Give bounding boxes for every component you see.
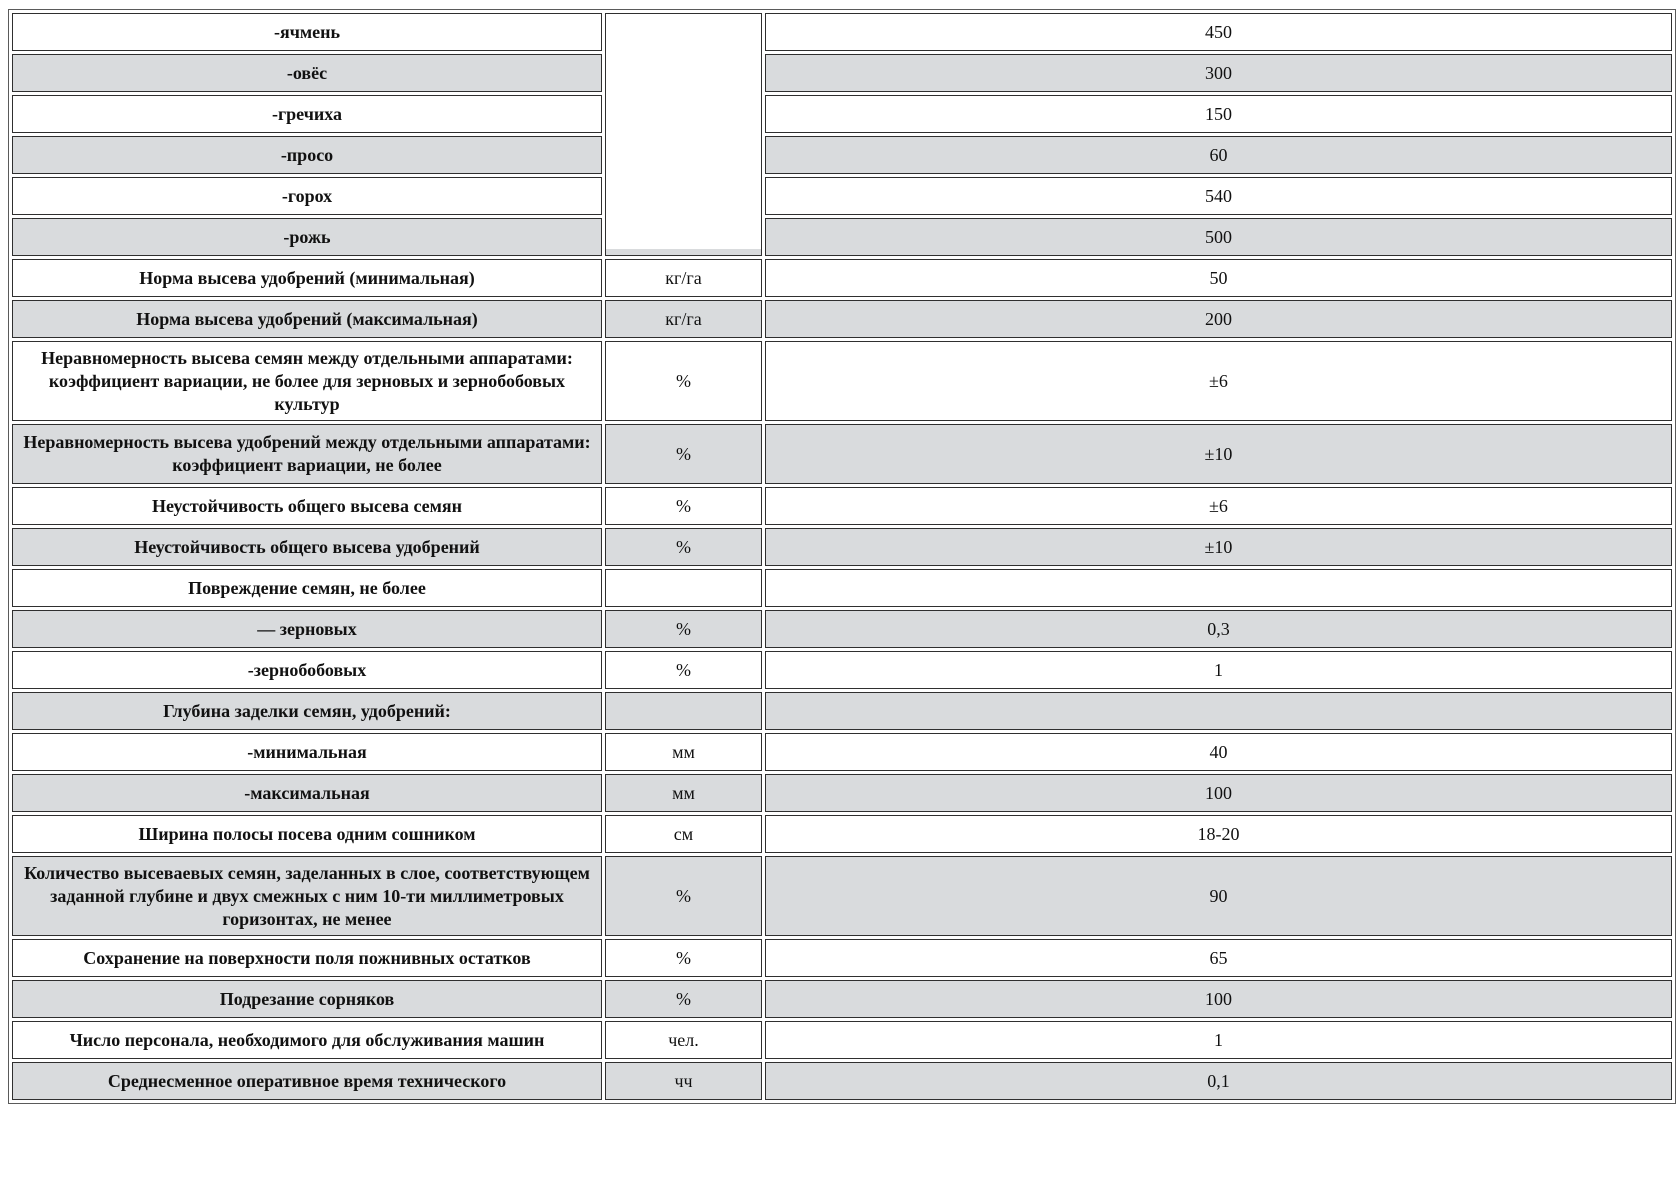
parameter-cell: — зерновых — [12, 610, 602, 648]
unit-cell: чел. — [605, 1021, 762, 1059]
unit-cell: % — [605, 528, 762, 566]
parameter-cell: -ячмень — [12, 13, 602, 51]
spec-table-body — [12, 13, 1672, 1100]
parameter-cell: -гречиха — [12, 95, 602, 133]
parameter-cell: Сохранение на поверхности поля пожнивных остатков — [12, 939, 602, 977]
unit-cell: кг/га — [605, 300, 762, 338]
unit-cell: кг/га — [605, 259, 762, 297]
unit-cell: мм — [605, 733, 762, 771]
table-row — [12, 651, 1672, 689]
merged-cell-shade — [606, 249, 761, 255]
unit-cell-merged — [605, 13, 762, 256]
unit-cell: % — [605, 341, 762, 421]
spec-table — [8, 9, 1676, 1104]
parameter-cell: -максимальная — [12, 774, 602, 812]
value-cell: ±6 — [765, 487, 1672, 525]
parameter-cell: Норма высева удобрений (максимальная) — [12, 300, 602, 338]
table-row — [12, 341, 1672, 421]
parameter-cell: Число персонала, необходимого для обслуживания машин — [12, 1021, 602, 1059]
unit-cell — [605, 692, 762, 730]
parameter-cell: Среднесменное оперативное время технического — [12, 1062, 602, 1100]
unit-cell: % — [605, 487, 762, 525]
value-cell: 450 — [765, 13, 1672, 51]
table-row — [12, 856, 1672, 936]
table-row — [12, 13, 1672, 51]
table-row — [12, 815, 1672, 853]
table-row — [12, 300, 1672, 338]
table-row — [12, 259, 1672, 297]
parameter-cell: Ширина полосы посева одним сошником — [12, 815, 602, 853]
value-cell: 40 — [765, 733, 1672, 771]
unit-cell: чч — [605, 1062, 762, 1100]
value-cell — [765, 569, 1672, 607]
spec-table-wrapper — [8, 9, 1674, 1104]
parameter-cell: Неустойчивость общего высева удобрений — [12, 528, 602, 566]
table-row — [12, 487, 1672, 525]
parameter-cell: Неустойчивость общего высева семян — [12, 487, 602, 525]
unit-cell: % — [605, 424, 762, 484]
unit-cell: мм — [605, 774, 762, 812]
parameter-cell: Неравномерность высева семян между отдельными аппаратами: коэффициент вариации, не более для зерновых и зернобобовых культур — [12, 341, 602, 421]
parameter-cell: -рожь — [12, 218, 602, 256]
value-cell: ±6 — [765, 341, 1672, 421]
value-cell: 1 — [765, 1021, 1672, 1059]
unit-cell: % — [605, 610, 762, 648]
table-row — [12, 692, 1672, 730]
value-cell: 150 — [765, 95, 1672, 133]
unit-cell: % — [605, 856, 762, 936]
table-row — [12, 218, 1672, 256]
unit-cell: % — [605, 980, 762, 1018]
parameter-cell: -минимальная — [12, 733, 602, 771]
table-row — [12, 424, 1672, 484]
table-row — [12, 528, 1672, 566]
parameter-cell: Норма высева удобрений (минимальная) — [12, 259, 602, 297]
unit-cell — [605, 569, 762, 607]
table-row — [12, 939, 1672, 977]
value-cell — [765, 692, 1672, 730]
value-cell: 100 — [765, 774, 1672, 812]
table-row — [12, 1021, 1672, 1059]
table-row — [12, 774, 1672, 812]
table-row — [12, 980, 1672, 1018]
value-cell: 50 — [765, 259, 1672, 297]
table-row — [12, 54, 1672, 92]
value-cell: 1 — [765, 651, 1672, 689]
value-cell: 60 — [765, 136, 1672, 174]
value-cell: ±10 — [765, 424, 1672, 484]
value-cell: 200 — [765, 300, 1672, 338]
parameter-cell: Глубина заделки семян, удобрений: — [12, 692, 602, 730]
unit-cell: % — [605, 651, 762, 689]
unit-cell: % — [605, 939, 762, 977]
value-cell: 540 — [765, 177, 1672, 215]
parameter-cell: Повреждение семян, не более — [12, 569, 602, 607]
unit-cell: см — [605, 815, 762, 853]
parameter-cell: -зернобобовых — [12, 651, 602, 689]
value-cell: 500 — [765, 218, 1672, 256]
parameter-cell: -овёс — [12, 54, 602, 92]
parameter-cell: Неравномерность высева удобрений между отдельными аппаратами: коэффициент вариации, не более — [12, 424, 602, 484]
value-cell: 18-20 — [765, 815, 1672, 853]
value-cell: 300 — [765, 54, 1672, 92]
parameter-cell: Количество высеваевых семян, заделанных в слое, соответствующем заданной глубине и двух смежных с ним 10-ти миллиметровых горизонтах, не менее — [12, 856, 602, 936]
table-row — [12, 95, 1672, 133]
table-row — [12, 610, 1672, 648]
value-cell: 0,3 — [765, 610, 1672, 648]
value-cell: 0,1 — [765, 1062, 1672, 1100]
parameter-cell: -просо — [12, 136, 602, 174]
value-cell: ±10 — [765, 528, 1672, 566]
value-cell: 65 — [765, 939, 1672, 977]
parameter-cell: Подрезание сорняков — [12, 980, 602, 1018]
table-row — [12, 177, 1672, 215]
table-row — [12, 733, 1672, 771]
table-row — [12, 1062, 1672, 1100]
parameter-cell: -горох — [12, 177, 602, 215]
value-cell: 100 — [765, 980, 1672, 1018]
value-cell: 90 — [765, 856, 1672, 936]
table-row — [12, 136, 1672, 174]
table-row — [12, 569, 1672, 607]
